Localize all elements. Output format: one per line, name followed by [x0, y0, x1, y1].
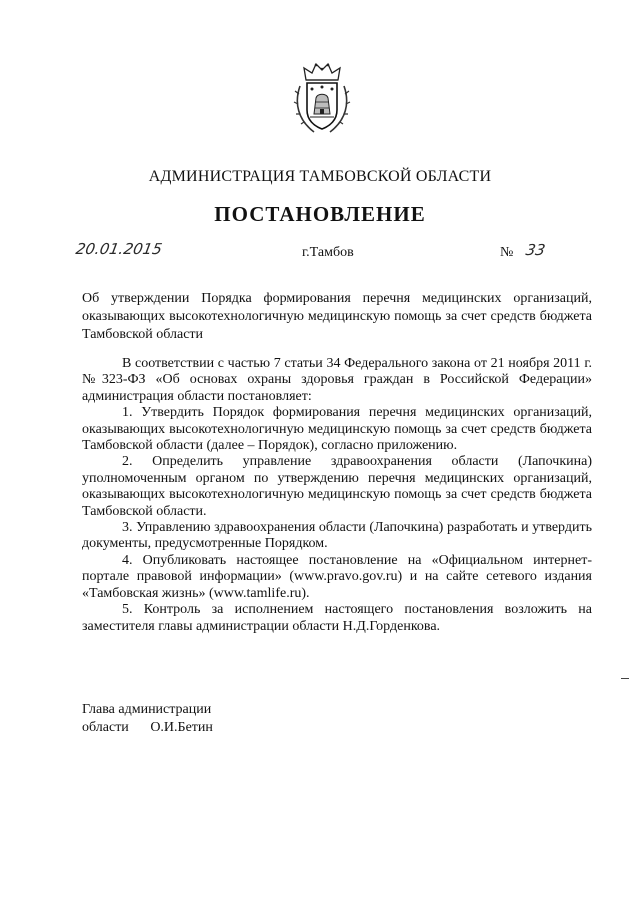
document-city: г.Тамбов [302, 245, 354, 260]
resolution-item-2: 2. Определить управление здравоохранения области (Лапочкина) уполномоченным органом по утверждению перечня медицинских организаций, оказывающих высокотехнологичную медицинскую помощь за счет средств бюджета Тамбовской области. [82, 454, 592, 519]
scan-mark [621, 678, 629, 679]
resolution-item-5: 5. Контроль за исполнением настоящего постановления возложить на заместителя главы администрации области Н.Д.Горденкова. [82, 602, 592, 634]
signature-block [82, 701, 382, 737]
document-number-label: № [500, 245, 514, 260]
preamble-paragraph: В соответствии с частью 7 статьи 34 Федерального закона от 21 ноября 2011 г. №323-ФЗ «Об основах охраны здоровья граждан в Российской Федерации» администрация области постановляет: [82, 356, 592, 404]
document-subject: Об утверждении Порядка формирования перечня медицинских организаций, оказывающих высокотехнологичную медицинскую помощь за счет средств бюджета Тамбовской области [82, 291, 592, 342]
document-body [82, 356, 592, 635]
document-number: 33 [524, 241, 547, 259]
resolution-item-4: 4. Опубликовать настоящее постановление на «Официальном интернет-портале правовой информации» (www.pravo.gov.ru) и на сайте сетевого издания «Тамбовская жизнь» (www.tamlife.ru). [82, 552, 592, 601]
agency-name: АДМИНИСТРАЦИЯ ТАМБОВСКОЙ ОБЛАСТИ [148, 168, 492, 185]
document-date: 20.01.2015 [74, 240, 164, 258]
signatory-name: О.И.Бетин [150, 720, 213, 735]
signature-title-line2: области [82, 720, 129, 735]
resolution-item-3: 3. Управлению здравоохранения области (Лапочкина) разработать и утвердить документы, предусмотренные Порядком. [82, 520, 592, 552]
resolution-item-1: 1. Утвердить Порядок формирования перечня медицинских организаций, оказывающих высокотехнологичную медицинскую помощь за счет средств бюджета Тамбовской области (далее – Порядок), согласно приложению. [82, 405, 592, 454]
signature-title-line1: Глава администрации [82, 702, 212, 717]
tambov-coat-of-arms-icon [292, 58, 352, 138]
document-type: ПОСТАНОВЛЕНИЕ [214, 202, 426, 226]
